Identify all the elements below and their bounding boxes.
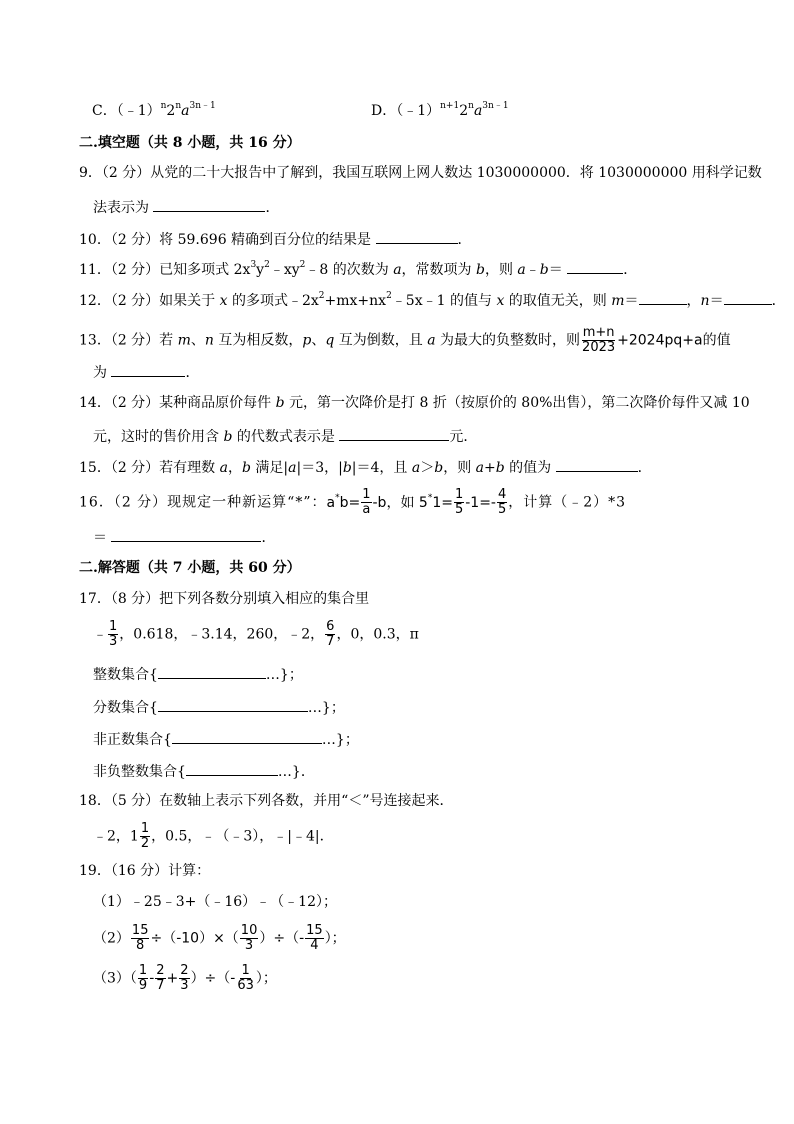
fraction: $\frac{10}{3}$ [240,923,258,953]
question-14-line2: 元，这时的售价用含 b 的代数式表示是 元． [93,426,477,446]
question-16-line2: ＝ ． [93,527,275,547]
fraction: $\frac{15}{4}$ [306,923,323,953]
question-16-line1: 16．（2 分）现规定一种新运算“*”：a*b= $\frac{1}{a}$ -b，如 5*1= $\frac{1}{5}$ -1=- $\frac{4}{5}$ ，计算（﹣2）*3 [79,487,627,517]
fraction: $\frac{m+n}{2023}$ [582,325,616,355]
fraction: $\frac{2}{3}$ [180,963,189,993]
fraction: $\frac{4}{5}$ [497,487,507,517]
option-d: D．$(﹣1)^{n+1}2^na^{3n﹣1}$ [371,101,509,119]
fraction: $\frac{6}{7}$ [326,619,335,649]
set-fractions: 分数集合{ …}； [93,697,345,717]
question-12: 12．（2 分）如果关于 x 的多项式$﹣2x^2+mx+nx^2﹣5x﹣1$ 的值与 x 的取值无关，则 m＝ ，n＝ ． [79,291,786,309]
fraction: $\frac{1}{3}$ [109,619,118,649]
answer-blank-n[interactable] [724,290,772,305]
question-10: 10．（2 分）将 59.696 精确到百分位的结果是 ． [79,229,472,249]
fraction: $\frac{2}{7}$ [156,963,165,993]
fraction: $\frac{1}{2}$ [140,821,150,851]
answer-blank[interactable] [111,362,185,377]
question-9-line1: 9．（2 分）从党的二十大报告中了解到，我国互联网上网人数达 1030000000．将 1030000000 用科学记数 [79,165,762,181]
answer-blank[interactable] [158,664,266,679]
question-11: 11．（2 分）已知多项式 $2x^3y^2﹣xy^2﹣8$ 的次数为 a，常数项为 b，则 a﹣b＝ ． [79,260,638,278]
fraction: $\frac{1}{5}$ [454,487,464,517]
question-19-part3: （3）（ $\frac{1}{9}$ - $\frac{2}{7}$ + $\frac{2}{3}$ ）÷（- $\frac{1}{63}$ ）； [93,963,277,993]
set-non-positive: 非正数集合{ …}； [93,729,359,749]
question-19-part2: （2） $\frac{15}{8}$ ÷（-10）×（ $\frac{10}{3}$ ）÷（- $\frac{15}{4}$ ）； [93,923,346,953]
answer-blank[interactable] [172,729,322,744]
question-13-line1: 13．（2 分）若 m、n 互为相反数，p、q 互为倒数，且 a 为最大的负整数时，则 $\frac{m+n}{2023}$ +2024pq+a的值 [79,325,731,355]
fraction: $\frac{15}{8}$ [131,923,149,953]
fraction: $\frac{1}{9}$ [138,963,148,993]
question-9-line2: 法表示为 ． [93,197,279,217]
answer-blank[interactable] [567,259,623,274]
fraction: $\frac{1}{63}$ [237,963,254,993]
question-17-numbers: ﹣ $\frac{1}{3}$ ，0.618，﹣3.14，260，﹣2， $\frac{6}{7}$ ，0，0.3，π [93,619,419,649]
option-c: C．$(﹣1)^n2^na^{3n﹣1}$ [92,101,216,119]
answer-blank[interactable] [158,697,308,712]
answer-blank[interactable] [339,426,449,441]
answer-blank[interactable] [556,457,638,472]
question-13-line2: 为 ． [93,362,199,382]
set-non-negative-integers: 非负整数集合{ …}． [93,761,315,781]
question-19-title: 19．（16 分）计算： [79,863,211,879]
answer-blank[interactable] [111,527,261,542]
answer-blank[interactable] [376,229,458,244]
question-15: 15．（2 分）若有理数 a，b 满足|a|＝3，|b|＝4，且 a＞b，则 a+b 的值为 ． [79,457,652,477]
answer-blank[interactable] [186,761,278,776]
fraction: $\frac{1}{a}$ [362,487,371,517]
section-title-fill-in: 二.填空题（共 8 小题，共 16 分） [79,135,301,151]
question-14-line1: 14．（2 分）某种商品原价每件 b 元，第一次降价是打 8 折（按原价的 80%出售），第二次降价每件又减 10 [79,395,750,411]
answer-blank-m[interactable] [639,290,687,305]
question-18-numbers: ﹣2，1 $\frac{1}{2}$ ，0.5，﹣（﹣3），﹣|﹣4|． [93,821,334,851]
section-title-answers: 二.解答题（共 7 小题，共 60 分） [79,560,301,576]
set-integers: 整数集合{ …}； [93,664,303,684]
answer-blank[interactable] [153,197,265,212]
question-19-part1: （1）﹣25﹣3+（﹣16）﹣（﹣12）； [93,894,337,910]
question-17-title: 17．（8 分）把下列各数分别填入相应的集合里 [79,591,370,607]
question-18-title: 18．（5 分）在数轴上表示下列各数，并用“＜”号连接起来． [79,793,454,809]
